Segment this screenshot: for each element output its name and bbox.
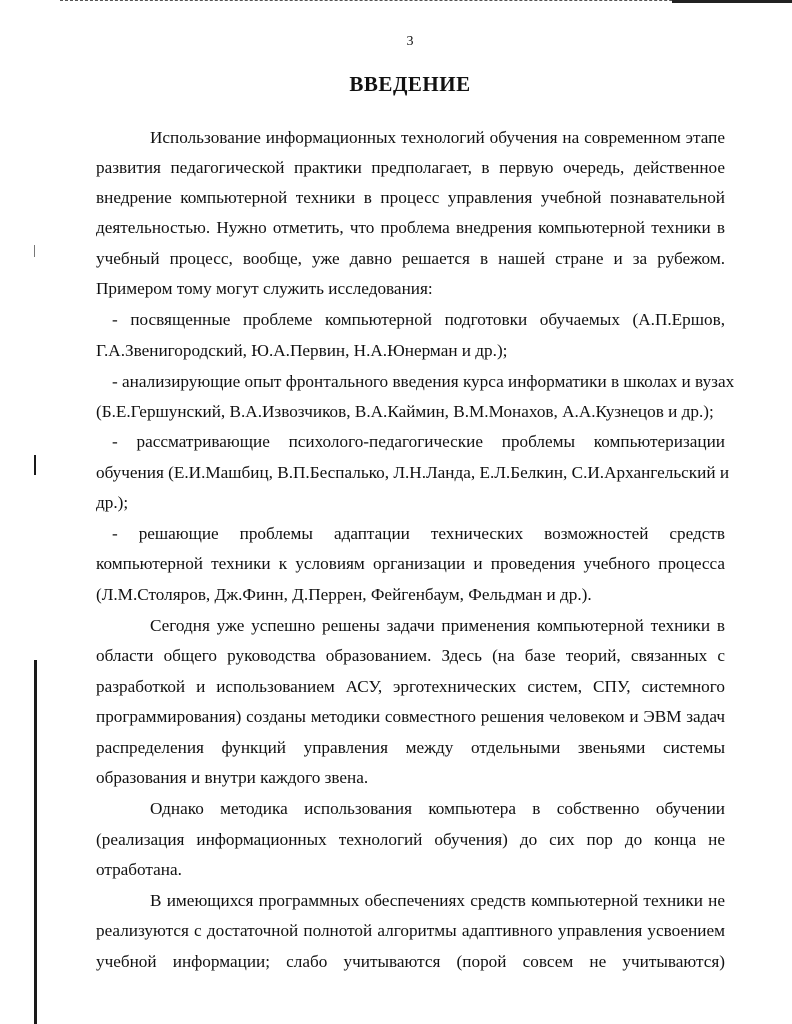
- scan-margin-mark: [34, 455, 36, 475]
- text-line: Использование информационных технологий обучения на современном этапе: [150, 128, 725, 147]
- text-line: учебной информации; слабо учитываются (порой совсем не учитываются): [96, 952, 725, 971]
- text-line: В имеющихся программных обеспечениях средств компьютерной техники не: [150, 891, 725, 910]
- text-line: деятельностью. Нужно отметить, что проблема внедрения компьютерной техники в: [96, 218, 725, 237]
- text-line: др.);: [96, 493, 129, 512]
- text-line: компьютерной техники к условиям организации и проведения учебного процесса: [96, 554, 725, 573]
- text-line: (Б.Е.Гершунский, В.А.Извозчиков, В.А.Каймин, В.М.Монахов, А.А.Кузнецов и др.);: [96, 402, 714, 421]
- text-line: программирования) созданы методики совместного решения человеком и ЭВМ задач: [96, 707, 725, 726]
- text-line: реализуются с достаточной полнотой алгоритмы адаптивного управления усвоением: [96, 921, 725, 940]
- text-line: области общего руководства образованием. Здесь (на базе теорий, связанных с: [96, 646, 725, 665]
- text-line: учебный процесс, вообще, уже давно решается в нашей стране и за рубежом.: [96, 249, 725, 268]
- text-line: разработкой и использованием АСУ, эрготехнических систем, СПУ, системного: [96, 677, 725, 696]
- text-line: образования и внутри каждого звена.: [96, 768, 369, 787]
- text-line: обучения (Е.И.Машбиц, В.П.Беспалько, Л.Н.Ланда, Е.Л.Белкин, С.И.Архангельский и: [96, 463, 730, 482]
- page-number: 3: [406, 34, 414, 49]
- list-item: - анализирующие опыт фронтального введения курса информатики в школах и вузах: [112, 372, 735, 391]
- page-title: ВВЕДЕНИЕ: [349, 72, 471, 96]
- text-line: отработана.: [96, 860, 182, 879]
- scan-margin-mark: [34, 660, 37, 1024]
- text-line: (реализация информационных технологий обучения) до сих пор до конца не: [96, 830, 725, 849]
- text-line: развития педагогической практики предполагает, в первую очередь, действенное: [96, 158, 725, 177]
- scan-edge-top-right: [672, 0, 792, 3]
- list-item: - посвященные проблеме компьютерной подготовки обучаемых (А.П.Ершов,: [112, 310, 725, 329]
- text-line: Сегодня уже успешно решены задачи применения компьютерной техники в: [150, 616, 725, 635]
- text-line: (Л.М.Столяров, Дж.Финн, Д.Перрен, Фейгенбаум, Фельдман и др.).: [96, 585, 592, 604]
- scan-margin-mark: [34, 245, 35, 257]
- text-line: распределения функций управления между отдельными звеньями системы: [96, 738, 725, 757]
- text-line: Однако методика использования компьютера в собственно обучении: [150, 799, 725, 818]
- text-line: внедрение компьютерной техники в процесс управления учебной познавательной: [96, 188, 725, 207]
- text-line: Г.А.Звенигородский, Ю.А.Первин, Н.А.Юнерман и др.);: [96, 341, 508, 360]
- list-item: - рассматривающие психолого-педагогические проблемы компьютеризации: [112, 432, 725, 451]
- text-line: Примером тому могут служить исследования:: [96, 279, 433, 298]
- list-item: - решающие проблемы адаптации технических возможностей средств: [112, 524, 725, 543]
